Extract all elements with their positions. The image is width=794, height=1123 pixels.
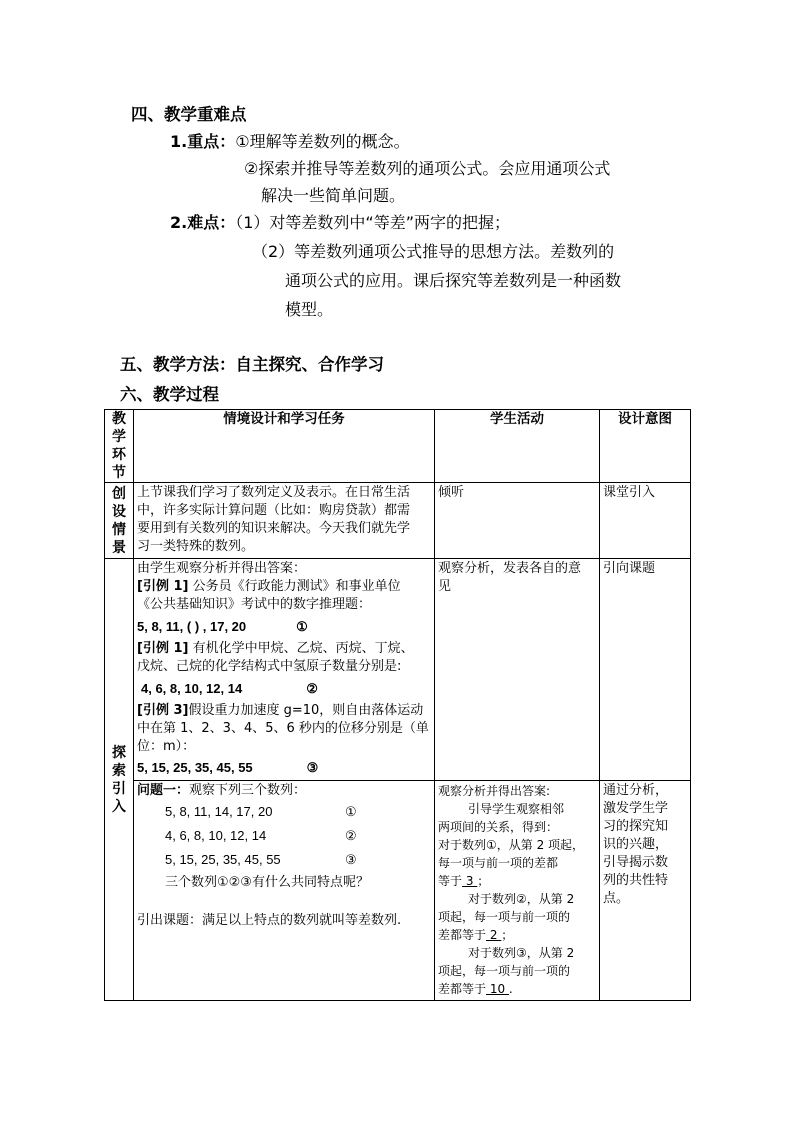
difficulty-2-line-b: 通项公式的应用。课后探究等差数列是一种函数	[285, 271, 622, 290]
key-points-line-1	[170, 129, 410, 152]
design-intent-cell: 通过分析， 激发学生学 习的探究知 识的兴趣， 引导揭示数 列的共性特 点。	[600, 781, 691, 1001]
difficulty-2-line-c: 模型。	[285, 300, 334, 319]
task-cell: 上节课我们学习了数列定义及表示。在日常生活 中，许多实际计算问题（比如：购房贷款）都需 要用到有关数列的知识来解决。今天我们就先学 习一类特殊的数列。	[134, 483, 435, 559]
header-stage: 教 学 环 节	[105, 410, 134, 483]
key-point-2-line-a: ②探索并推导等差数列的通项公式。会应用通项公式	[244, 159, 611, 178]
task-cell: 问题一：观察下列三个数列： 5, 8, 11, 14, 17, 20 ① 4, 6, 8, 10, 12, 14 ② 5, 15, 25, 35, 45, 55 ③ 三个数列①②③有什么共同特点呢？ 引出课题：满足以上特点的数列就叫等差数列.	[134, 781, 435, 1001]
answer-blank-2: 2	[486, 928, 502, 942]
section-6-title: 六、教学过程	[120, 385, 219, 404]
section-4-title: 四、教学重难点	[131, 105, 247, 124]
student-activity-cell: 倾听	[435, 483, 600, 559]
student-activity-cell: 观察分析，发表各自的意 见	[435, 559, 600, 781]
stage-explore-intro: 探 索 引 入	[105, 559, 134, 1001]
stage-create-scene: 创 设 情 景	[105, 483, 134, 559]
header-design-intent: 设计意图	[600, 410, 691, 483]
answer-blank-1: 3	[462, 874, 478, 888]
table-header-row	[105, 410, 691, 483]
section-5-title: 五、教学方法：自主探究、合作学习	[120, 355, 384, 374]
difficulty-label: 2.难点：	[170, 213, 236, 232]
student-activity-cell: 观察分析并得出答案: 引导学生观察相邻 两项间的关系，得到： 对于数列①，从第 2 项起， 每一项与前一项的差都 等于 3 ； 对于数列②，从第 2 项起，每一项与前一项的 差都等于 2 ； 对于数列③，从第 2 项起，每一项与前一项的 差都等于 10 .	[435, 781, 600, 1001]
difficulty-line-1	[170, 210, 510, 233]
teaching-process-table	[104, 409, 691, 1001]
design-intent-cell: 引向课题	[600, 559, 691, 781]
design-intent-cell: 课堂引入	[600, 483, 691, 559]
header-student-activity: 学生活动	[435, 410, 600, 483]
difficulty-2-line-a: （2）等差数列通项公式推导的思想方法。差数列的	[252, 242, 615, 261]
table-row	[105, 781, 691, 1001]
difficulty-1: （1）对等差数列中“等差”两字的把握；	[235, 213, 510, 232]
key-point-2-line-b: 解决一些简单问题。	[261, 186, 406, 205]
header-task: 情境设计和学习任务	[134, 410, 435, 483]
table-row	[105, 559, 691, 781]
task-cell: 由学生观察分析并得出答案： [引例 1] 公务员《行政能力测试》和事业单位 《公共基础知识》考试中的数字推理题： 5, 8, 11, ( ) , 17, 20 ① [引例 1] 有机化学中甲烷、乙烷、丙烷、丁烷、 戊烷、己烷的化学结构式中氢原子数量分别是: 4, 6, 8, 10, 12, 14 ② [引例 3]假设重力加速度 g=10，则自由落体运动 中在第 1、2、3、4、5、6 秒内的位移分别是（单 位：m）： 5, 15, 25, 35, 45, 55 ③	[134, 559, 435, 781]
table-row	[105, 483, 691, 559]
key-point-1: ①理解等差数列的概念。	[235, 132, 410, 151]
answer-blank-3: 10	[486, 982, 509, 996]
key-points-label: 1.重点：	[170, 132, 236, 151]
